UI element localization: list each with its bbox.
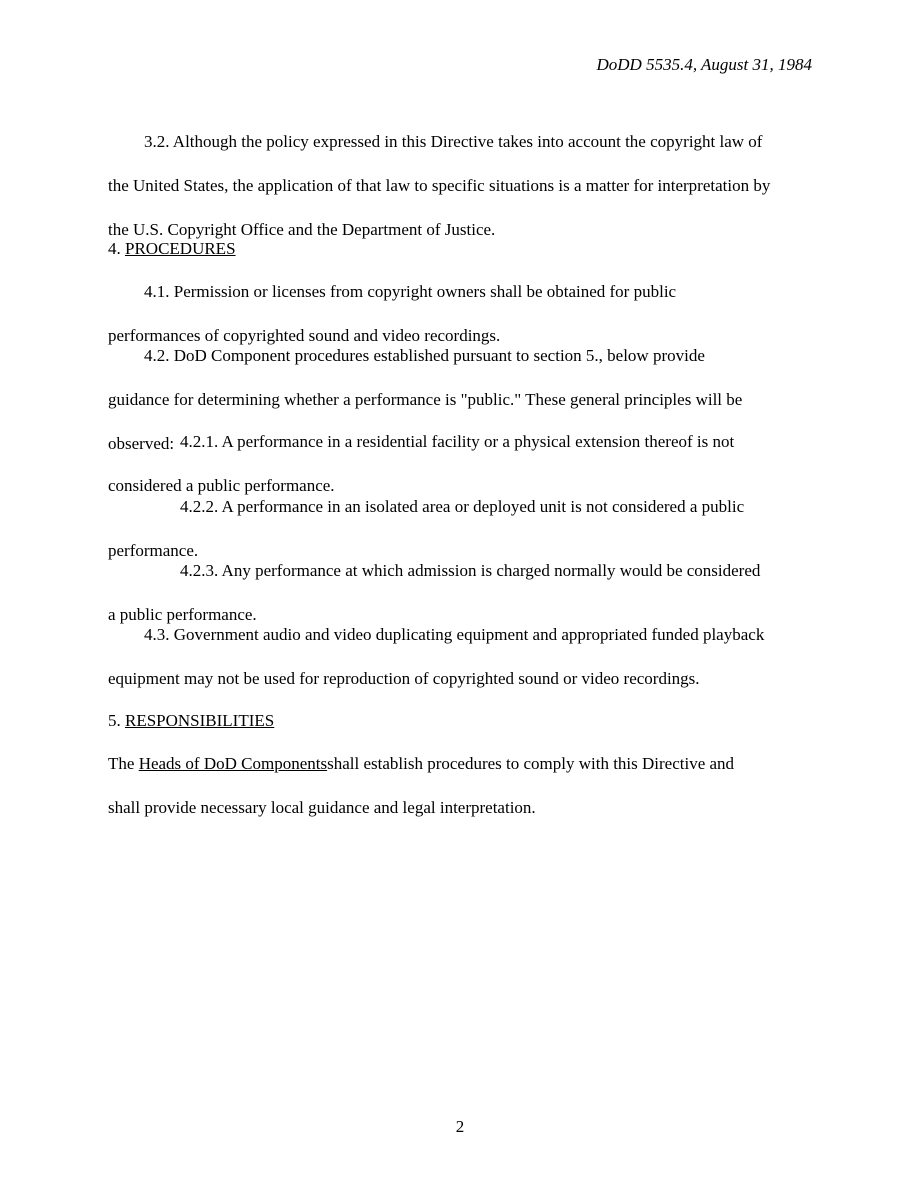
running-header	[597, 54, 813, 76]
heads-of-dod-components-term: Heads of DoD Components	[138, 754, 328, 773]
paragraph-line	[108, 281, 814, 303]
text-line: observed:	[108, 434, 175, 453]
paragraph-line	[108, 431, 814, 453]
text-prefix: The	[108, 754, 139, 773]
paragraph-line	[108, 131, 814, 153]
text-line: the U.S. Copyright Office and the Department of Justice.	[108, 220, 496, 239]
paragraph-line	[108, 345, 814, 367]
paragraph-line	[108, 389, 814, 411]
text-line: 4.3. Government audio and video duplicating equipment and appropriated funded playback	[144, 625, 765, 644]
text-line: the United States, the application of that law to specific situations is a matter for interpretation by	[108, 176, 771, 195]
text-line: shall establish procedures to comply with this Directive and	[327, 754, 735, 773]
text-line: a public performance.	[108, 605, 257, 624]
text-line: guidance for determining whether a performance is "public." These general principles will be	[108, 390, 743, 409]
page-number	[0, 1116, 920, 1138]
text-line: 3.2. Although the policy expressed in this Directive takes into account the copyright law of	[144, 132, 763, 151]
text-line: 4.2.3. Any performance at which admission is charged normally would be considered	[180, 561, 761, 580]
paragraph-line	[108, 175, 814, 197]
text-line: performance.	[108, 541, 199, 560]
page-number-text: 2	[455, 1117, 465, 1136]
section-number: 5.	[108, 711, 125, 730]
section-heading-procedures	[108, 216, 814, 260]
paragraph-5	[108, 731, 814, 841]
text-line: 4.1. Permission or licenses from copyright owners shall be obtained for public	[144, 282, 677, 301]
paragraph-line	[108, 560, 814, 582]
section-title: RESPONSIBILITIES	[125, 711, 275, 730]
text-line: 4.2.1. A performance in a residential facility or a physical extension thereof is not	[180, 432, 735, 451]
text-line: 4.2.2. A performance in an isolated area or deployed unit is not considered a public	[180, 497, 745, 516]
paragraph-line	[108, 624, 814, 646]
paragraph-line	[108, 668, 814, 690]
section-title: PROCEDURES	[125, 239, 236, 258]
text-line: shall provide necessary local guidance and legal interpretation.	[108, 798, 536, 817]
section-heading-responsibilities	[108, 688, 814, 732]
text-line: 4.2. DoD Component procedures established pursuant to section 5., below provide	[144, 346, 705, 365]
text-line: considered a public performance.	[108, 476, 335, 495]
text-line: performances of copyrighted sound and video recordings.	[108, 326, 501, 345]
paragraph-line	[108, 496, 814, 518]
paragraph-line	[108, 797, 814, 819]
text-line: equipment may not be used for reproduction of copyrighted sound or video recordings.	[108, 669, 700, 688]
section-number: 4.	[108, 239, 125, 258]
paragraph-line	[108, 753, 814, 775]
running-title: DoDD 5535.4, August 31, 1984	[596, 55, 812, 74]
